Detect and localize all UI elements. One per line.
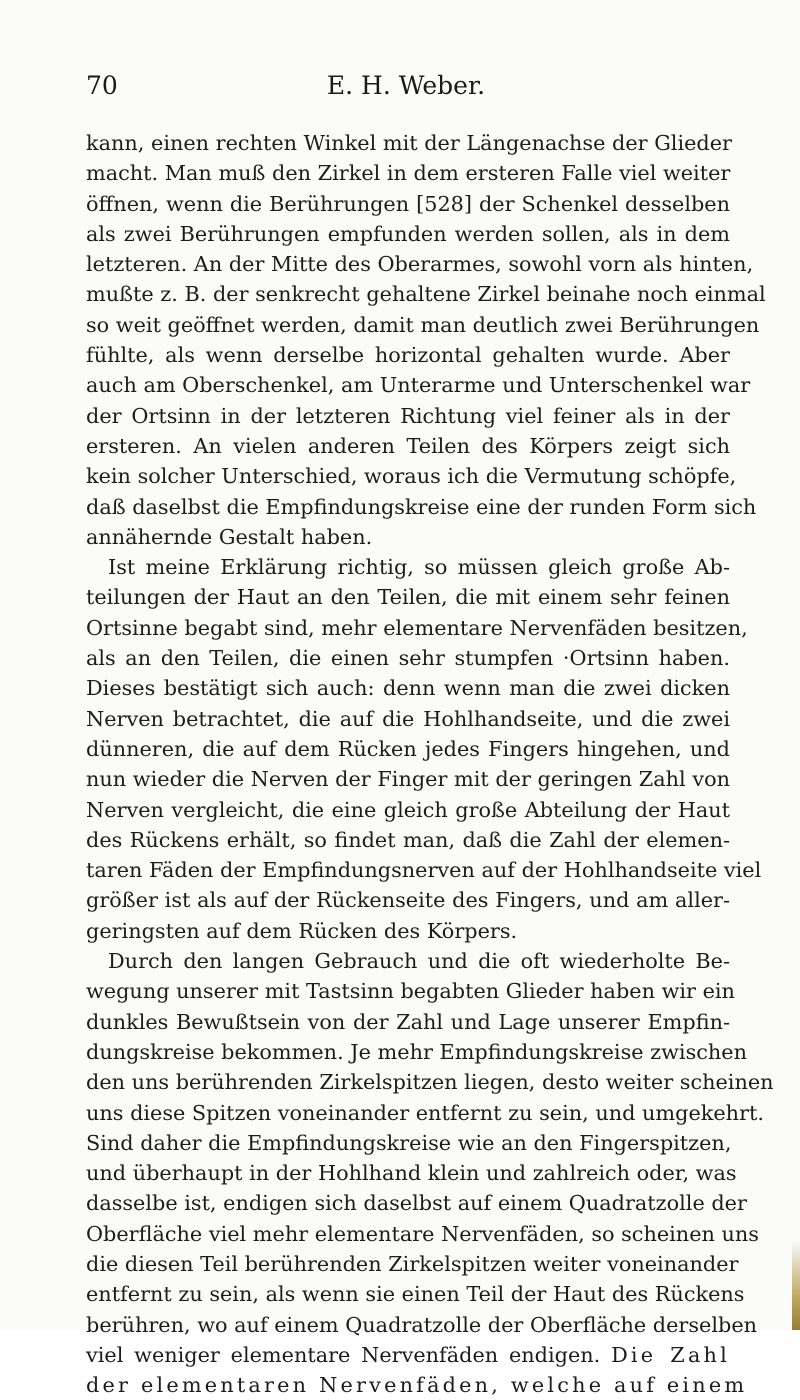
body-text [86,128,774,1400]
text-line: Ist meine Erklärung richtig, so müssen gleich große Ab- [108,555,730,580]
text-line: öffnen, wenn die Berührungen [528] der Schenkel desselben [86,191,730,216]
text-line: als zwei Berührungen empfunden werden sollen, als in dem [86,221,730,246]
text-line: fühlte, als wenn derselbe horizontal gehalten wurde. Aber [86,343,730,368]
text-line-emphasized: der elementaren Nervenfäden, welche auf einem [86,1373,748,1398]
text-line: dungskreise bekommen. Je mehr Empfindungskreise zwischen [86,1039,748,1064]
text-line: taren Fäden der Empfindungsnerven auf der Hohlhandseite viel [86,858,762,883]
text-line: daß daselbst die Empfindungskreise eine der runden Form sich [86,494,757,519]
text-line: des Rückens erhält, so findet man, daß die Zahl der elemen- [86,827,730,852]
text-line [86,1340,730,1370]
text-line: letzteren. An der Mitte des Oberarmes, sowohl vorn als hinten, [86,252,754,277]
text-line: als an den Teilen, die einen sehr stumpfen ·Ortsinn haben. [86,646,730,671]
text-line: wegung unserer mit Tastsinn begabten Glieder haben wir ein [86,979,735,1004]
text-fragment: viel weniger elementare Nervenfäden endigen. [86,1342,601,1367]
text-line: der Ortsinn in der letzteren Richtung viel feiner als in der [86,403,730,428]
text-line: Durch den langen Gebrauch und die oft wiederholte Be- [108,949,730,974]
text-line: Dieses bestätigt sich auch: denn wenn man die zwei dicken [86,676,730,701]
text-line: dünneren, die auf dem Rücken jedes Fingers hingehen, und [86,736,730,761]
emphasized-text: Die Zahl [611,1342,730,1367]
text-line: macht. Man muß den Zirkel in dem ersteren Falle viel weiter [86,161,731,186]
text-line: dasselbe ist, endigen sich daselbst auf einem Quadratzolle der [86,1191,747,1216]
text-line: Oberfläche viel mehr elementare Nervenfäden, so scheinen uns [86,1221,759,1246]
text-line: den uns berührenden Zirkelspitzen liegen, desto weiter scheinen [86,1070,774,1095]
text-line: entfernt zu sein, als wenn sie einen Teil der Haut des Rückens [86,1282,745,1307]
text-line: die diesen Teil berührenden Zirkelspitzen weiter voneinander [86,1251,739,1276]
text-line: Ortsinne begabt sind, mehr elementare Nervenfäden besitzen, [86,615,748,640]
page-header [86,66,726,106]
text-line: dunkles Bewußtsein von der Zahl und Lage unserer Empfin- [86,1009,730,1034]
text-line: Nerven betrachtet, die auf die Hohlhandseite, und die zwei [86,706,730,731]
text-line: geringsten auf dem Rücken des Körpers. [86,918,518,943]
text-line: Nerven vergleicht, die eine gleich große Abteilung der Haut [86,797,730,822]
text-line: und überhaupt in der Hohlhand klein und zahlreich oder, was [86,1161,737,1186]
text-line: annähernde Gestalt haben. [86,524,373,549]
text-line: auch am Oberschenkel, am Unterarme und Unterschenkel war [86,373,751,398]
text-line: berühren, wo auf einem Quadratzolle der Oberfläche derselben [86,1312,758,1337]
text-line: mußte z. B. der senkrecht gehaltene Zirkel beinahe noch einmal [86,282,766,307]
text-line: so weit geöffnet werden, damit man deutlich zwei Berührungen [86,312,760,337]
page-number: 70 [86,71,118,100]
text-line: uns diese Spitzen voneinander entfernt zu sein, und umgekehrt. [86,1100,764,1125]
text-line: kann, einen rechten Winkel mit der Längenachse der Glieder [86,131,732,155]
text-line: nun wieder die Nerven der Finger mit der geringen Zahl von [86,767,730,792]
text-line: größer ist als auf der Rückenseite des Fingers, und am aller- [86,888,730,913]
text-line: kein solcher Unterschied, woraus ich die Vermutung schöpfe, [86,464,737,489]
text-line: ersteren. An vielen anderen Teilen des Körpers zeigt sich [86,433,730,458]
page-edge-mark [792,1240,800,1330]
text-line: Sind daher die Empfindungskreise wie an den Fingerspitzen, [86,1130,732,1155]
running-head: E. H. Weber. [326,71,486,100]
text-line: teilungen der Haut an den Teilen, die mit einem sehr feinen [86,585,730,610]
